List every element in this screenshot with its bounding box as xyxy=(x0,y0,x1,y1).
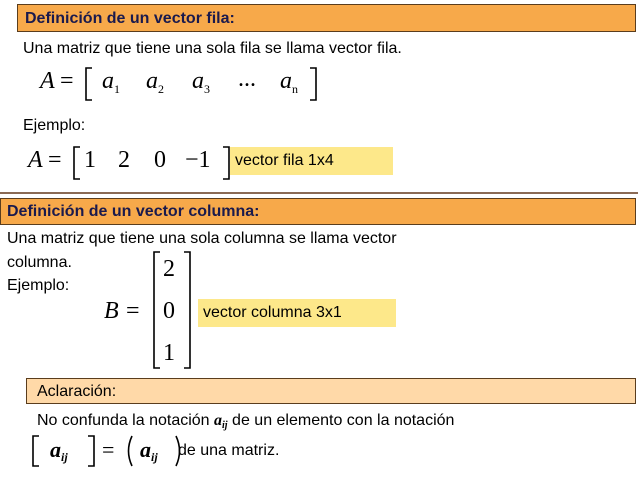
column-vector-badge: vector columna 3x1 xyxy=(198,299,396,327)
section2-description-line1: Una matriz que tiene una sola columna se llama vector xyxy=(7,230,397,247)
example-value-2: 2 xyxy=(118,147,130,173)
column-brackets xyxy=(104,248,204,373)
example-value-1: 1 xyxy=(84,147,96,173)
column-value-3: 1 xyxy=(163,340,175,366)
row-vector-example: A = 1 2 0 −1 xyxy=(28,143,238,183)
column-value-2: 0 xyxy=(163,298,175,324)
example-value-4: −1 xyxy=(185,147,211,173)
note-line2-suffix: de una matriz. xyxy=(178,442,280,459)
section2-heading: Definición de un vector columna: xyxy=(7,203,260,220)
example-lhs: A xyxy=(28,147,43,173)
row-vector-formula: A = $a_1$ $a_2$ $a_3$ ... $a_n$ xyxy=(40,64,330,104)
section2-description-line2: columna. xyxy=(7,254,72,271)
row-vector-badge: vector fila 1x4 xyxy=(230,147,393,175)
column-value-1: 2 xyxy=(163,256,175,282)
formula-element-1: a xyxy=(102,68,114,94)
column-example-lhs: B xyxy=(104,298,119,324)
note-heading: Aclaración: xyxy=(37,383,117,400)
section1-description: Una matriz que tiene una sola fila se llama vector fila. xyxy=(23,40,402,57)
section2-example-label: Ejemplo: xyxy=(7,277,70,294)
formula-element-n: a xyxy=(280,68,292,94)
note-heading-bar xyxy=(26,378,636,404)
section1-example-label: Ejemplo: xyxy=(23,117,86,134)
column-vector-example: B = 2 0 1 xyxy=(104,248,204,373)
divider xyxy=(0,192,638,194)
note-line1: No confunda la notación aij de un elemento con la notación xyxy=(37,412,455,431)
formula-ellipsis: ... xyxy=(238,66,256,92)
note-bracket-element: a xyxy=(50,437,61,462)
section1-heading: Definición de un vector fila: xyxy=(25,10,235,27)
note-element-symbol: a xyxy=(214,412,223,429)
note-notation-formula: aij = aij xyxy=(30,432,200,472)
formula-element-3: a xyxy=(192,68,204,94)
formula-lhs: A xyxy=(40,68,55,94)
note-paren-element: a xyxy=(140,437,151,462)
example-value-3: 0 xyxy=(154,147,166,173)
formula-element-2: a xyxy=(146,68,158,94)
